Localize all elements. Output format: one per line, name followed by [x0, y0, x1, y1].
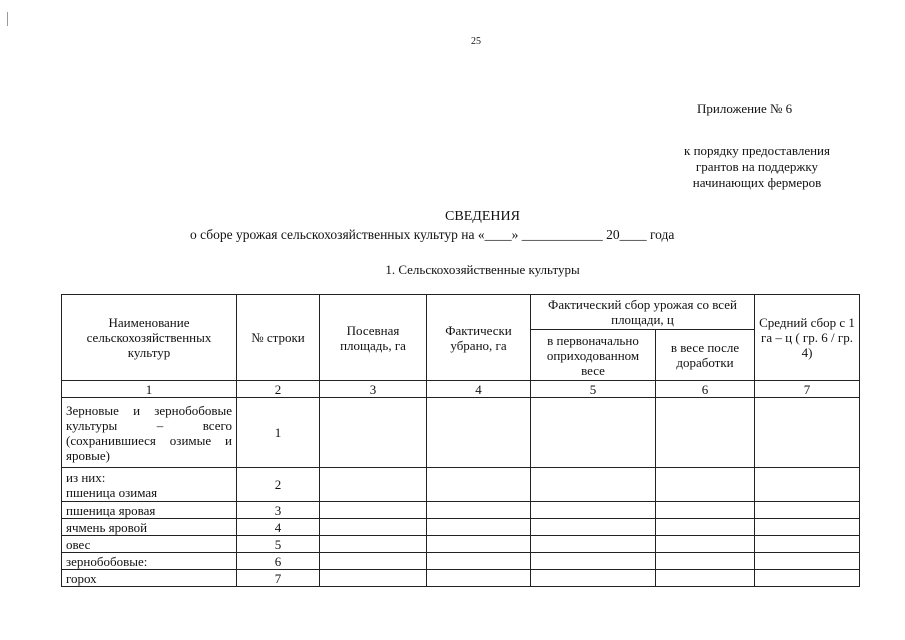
crop-name: пшеница яровая	[62, 502, 237, 519]
column-number: 1	[62, 381, 237, 398]
table-row	[62, 536, 860, 553]
scan-edge-mark	[7, 12, 8, 26]
row-number: 7	[237, 570, 320, 587]
row-number: 3	[237, 502, 320, 519]
row-number: 1	[237, 398, 320, 468]
header-harvested: Фактически убрано, га	[427, 295, 531, 381]
empty-cell	[531, 398, 656, 468]
header-sown-area: Посевная площадь, га	[320, 295, 427, 381]
empty-cell	[656, 502, 755, 519]
empty-cell	[320, 502, 427, 519]
empty-cell	[656, 398, 755, 468]
section-title: 1. Сельскохозяйственные культуры	[385, 262, 580, 277]
harvest-table	[61, 294, 860, 587]
empty-cell	[656, 570, 755, 587]
empty-cell	[755, 468, 860, 502]
empty-cell	[656, 519, 755, 536]
empty-cell	[755, 570, 860, 587]
header-name: Наименование сельскохозяйственных культур	[62, 295, 237, 381]
crop-name: овес	[62, 536, 237, 553]
empty-cell	[531, 570, 656, 587]
empty-cell	[427, 536, 531, 553]
empty-cell	[531, 536, 656, 553]
column-number: 5	[531, 381, 656, 398]
column-number: 6	[656, 381, 755, 398]
crop-name: зернобобовые:	[62, 553, 237, 570]
page-number: 25	[471, 36, 481, 47]
column-numbers-row	[62, 381, 860, 398]
empty-cell	[320, 553, 427, 570]
header-row-number: № строки	[237, 295, 320, 381]
row-number: 4	[237, 519, 320, 536]
empty-cell	[320, 519, 427, 536]
table-row	[62, 468, 860, 502]
header-initial-weight: в первоначально оприходованном весе	[531, 330, 656, 381]
empty-cell	[427, 468, 531, 502]
empty-cell	[320, 570, 427, 587]
empty-cell	[427, 398, 531, 468]
row-number: 2	[237, 468, 320, 502]
crop-name: ячмень яровой	[62, 519, 237, 536]
appendix-subtitle-line: к порядку предоставления	[684, 143, 830, 158]
header-actual-harvest: Фактический сбор урожая со всей площади, ц	[531, 295, 755, 330]
empty-cell	[656, 468, 755, 502]
table-row	[62, 553, 860, 570]
empty-cell	[320, 398, 427, 468]
table-row	[62, 502, 860, 519]
header-average-yield: Средний сбор с 1 га – ц ( гр. 6 / гр. 4)	[755, 295, 860, 381]
header-after-refining: в весе после доработки	[656, 330, 755, 381]
empty-cell	[531, 502, 656, 519]
empty-cell	[427, 553, 531, 570]
appendix-subtitle-line: начинающих фермеров	[692, 175, 822, 190]
column-number: 4	[427, 381, 531, 398]
empty-cell	[320, 536, 427, 553]
column-number: 3	[320, 381, 427, 398]
document-title: СВЕДЕНИЯ	[445, 209, 520, 224]
column-number: 2	[237, 381, 320, 398]
row-number: 6	[237, 553, 320, 570]
crop-name	[62, 468, 237, 502]
header-row	[62, 295, 860, 330]
table-row	[62, 519, 860, 536]
empty-cell	[755, 398, 860, 468]
appendix-subtitle	[662, 143, 852, 191]
crop-name: Зерновые и зернобобовые культуры – всего (сохранившиеся озимые и яровые)	[62, 398, 237, 468]
empty-cell	[755, 519, 860, 536]
empty-cell	[531, 519, 656, 536]
empty-cell	[531, 553, 656, 570]
empty-cell	[320, 468, 427, 502]
empty-cell	[656, 553, 755, 570]
empty-cell	[427, 570, 531, 587]
appendix-title: Приложение № 6	[697, 101, 793, 116]
empty-cell	[427, 502, 531, 519]
empty-cell	[755, 536, 860, 553]
table-row	[62, 398, 860, 468]
row-number: 5	[237, 536, 320, 553]
crop-name-line: пшеница озимая	[66, 484, 158, 500]
empty-cell	[755, 502, 860, 519]
empty-cell	[656, 536, 755, 553]
column-number: 7	[755, 381, 860, 398]
crop-name: горох	[62, 570, 237, 587]
empty-cell	[427, 519, 531, 536]
empty-cell	[755, 553, 860, 570]
appendix-subtitle-line: грантов на поддержку	[695, 159, 819, 174]
empty-cell	[531, 468, 656, 502]
crop-name-line: из них:	[66, 469, 106, 485]
table-row	[62, 570, 860, 587]
document-subtitle: о сборе урожая сельскохозяйственных культур на «____» ____________ 20____ года	[190, 227, 675, 242]
